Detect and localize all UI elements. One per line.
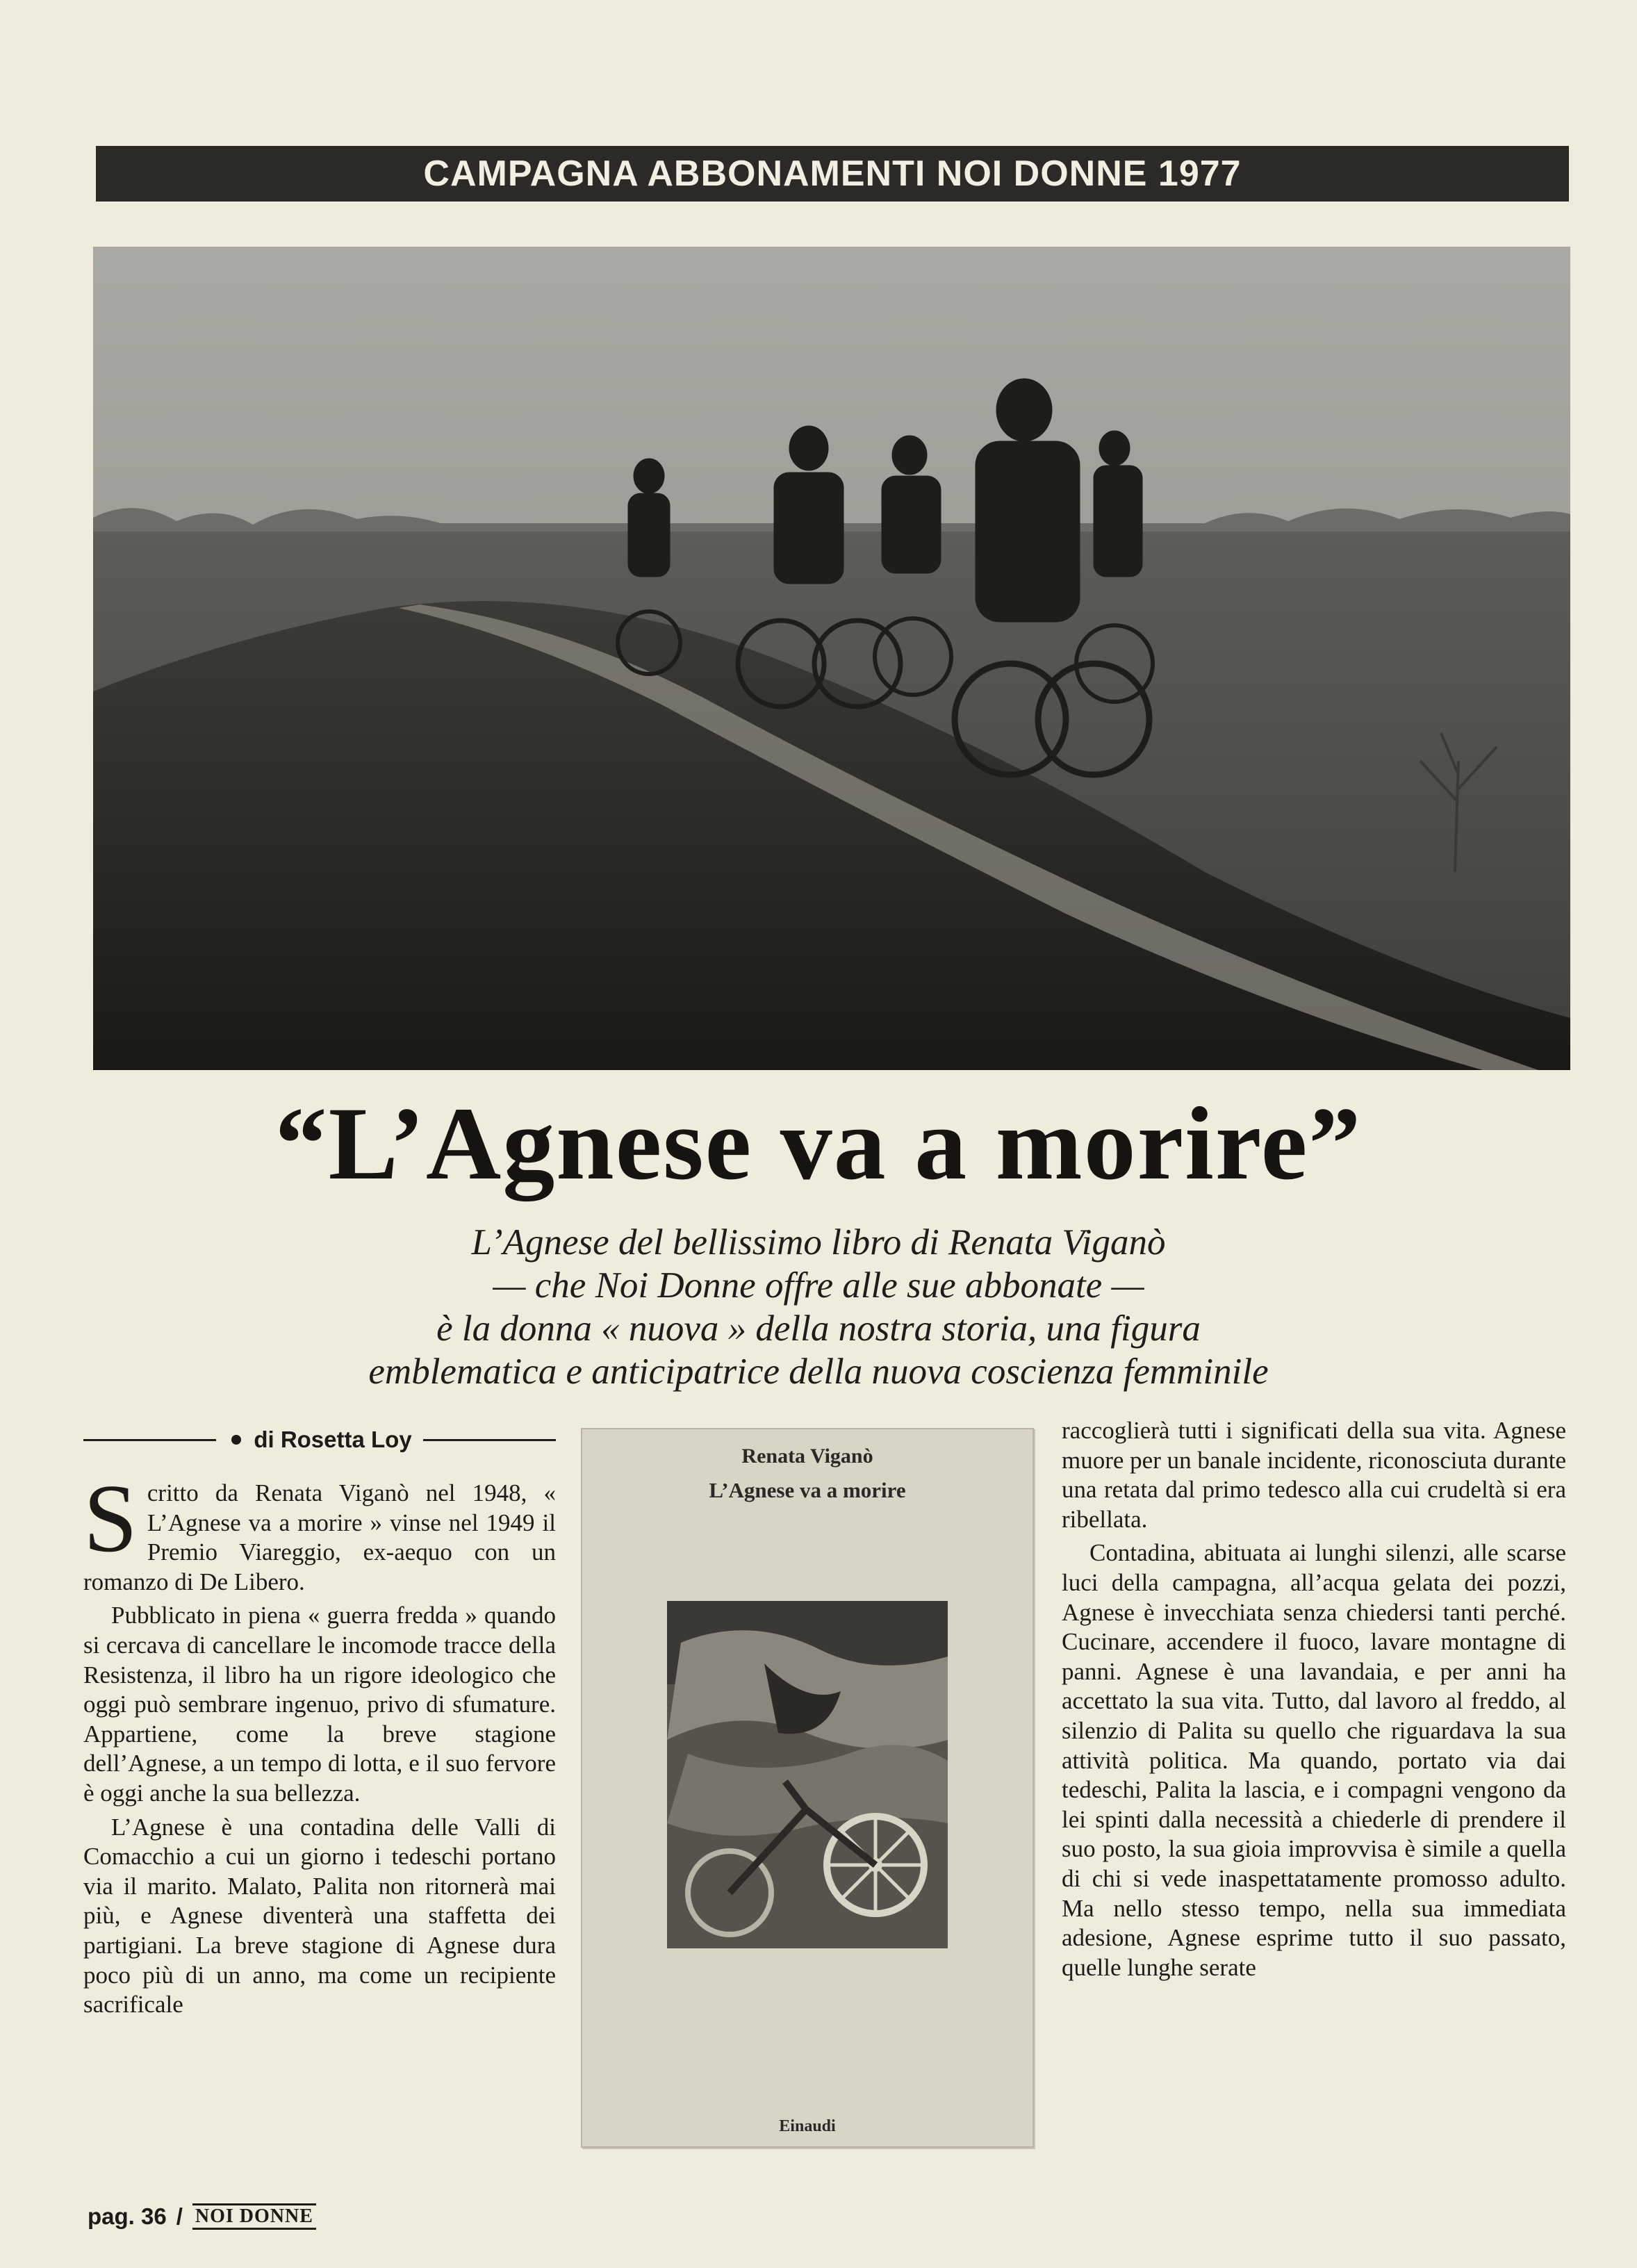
paragraph-text: critto da Renata Viganò nel 1948, « L’Agnese va a morire » vinse nel 1949 il Premio Viareggio, ex-aequo con un romanzo di De Libero.: [83, 1479, 556, 1595]
article-column-right: [1062, 1416, 1566, 1982]
book-title: L’Agnese va a morire: [709, 1478, 906, 1502]
article-paragraph: Pubblicato in piena « guerra fredda » quando si cercava di cancellare le incomode tracce della Resistenza, il libro ha un rigore ideologico che oggi può sembrare ingenuo, privo di sfumature. Appartiene, come la breve stagione dell’Agnese, a un tempo di lotta, e il suo fervore è oggi anche la sua bellezza.: [83, 1602, 556, 1807]
cyclists-photo-illustration: [93, 247, 1570, 1070]
article-paragraph: L’Agnese è una contadina delle Valli di Comacchio a cui un giorno i tedeschi portano via il marito. Malato, Palita non ritornerà mai più, e Agnese diventerà una staffetta dei partigiani. La breve stagione di Agnese dura poco più di un anno, ma come un recipiente sacrificale: [83, 1813, 556, 2019]
article-paragraph: [83, 1465, 556, 1597]
subhead-line: è la donna « nuova » della nostra storia, una figura: [436, 1308, 1201, 1349]
byline-author: di Rosetta Loy: [254, 1427, 412, 1452]
subhead-line: emblematica e anticipatrice della nuova coscienza femminile: [368, 1351, 1269, 1392]
subhead-line: — che Noi Donne offre alle sue abbonate —: [493, 1265, 1144, 1306]
article-subhead: [208, 1221, 1429, 1393]
book-cover-illustration: [667, 1601, 948, 1948]
drop-cap: S: [83, 1465, 138, 1572]
book-cover: [581, 1428, 1034, 2148]
page-footer: [88, 2203, 316, 2230]
bullet-icon: [231, 1435, 241, 1445]
article-headline: “L’Agnese va a morire”: [274, 1086, 1363, 1201]
banner-text: CAMPAGNA ABBONAMENTI NOI DONNE 1977: [423, 154, 1242, 194]
article-paragraph: raccoglierà tutti i significati della sua vita. Agnese muore per un banale incidente, riconosciuta durante una retata dal primo tedesco alla cui crudeltà si era ribellata.: [1062, 1417, 1566, 1533]
subhead-line: L’Agnese del bellissimo libro di Renata Viganò: [471, 1222, 1166, 1263]
article-column-left: [83, 1465, 556, 2020]
campaign-banner: [96, 146, 1569, 202]
footer-separator: /: [176, 2203, 183, 2229]
book-author: Renata Viganò: [741, 1445, 873, 1468]
article-photo: [93, 247, 1570, 1070]
byline: [83, 1426, 556, 1454]
page-number: pag. 36: [88, 2203, 167, 2229]
bicycle-illustration-icon: [667, 1601, 948, 1948]
byline-rule-left: [83, 1439, 216, 1441]
magazine-logo: NOI DONNE: [192, 2203, 316, 2230]
byline-rule-right: [423, 1439, 556, 1441]
article-paragraph: Contadina, abituata ai lunghi silenzi, alle scarse luci della campagna, all’acqua gelata dei pozzi, Agnese è invecchiata senza chiedersi tanti perché. Cucinare, accendere il fuoco, lavare montagne di panni. Agnese è una lavandaia, e per anni ha accettato la sua vita. Tutto, dal lavoro al freddo, al silenzio di Palita su quello che riguardava la sua attività politica. Ma quando, portato via dai tedeschi, Palita la lascia, e i compagni vengono da lei spinti dalla necessità a chiederle di prendere il suo posto, la sua gioia improvvisa è simile a quella di chi si vede inaspettatamente promosso adulto. Ma nello stesso tempo, nella sua immediata adesione, Agnese esprime tutto il suo passato, quelle lunghe serate: [1062, 1539, 1566, 1981]
book-publisher: Einaudi: [779, 2117, 836, 2135]
